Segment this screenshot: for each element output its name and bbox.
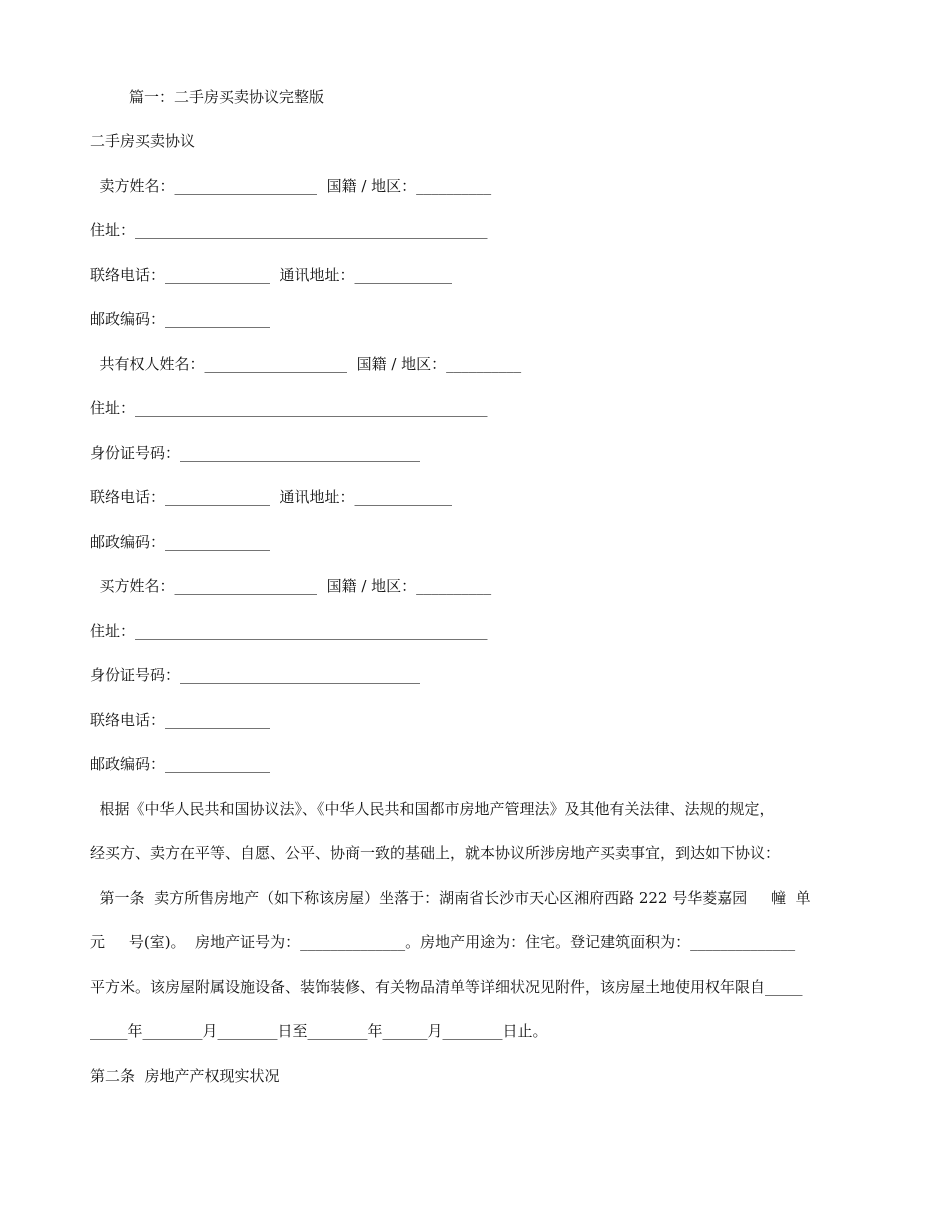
- preamble-line-1: 根据《中华人民共和国协议法》、《中华人民共和国都市房地产管理法》及其他有关法律、法规的规定，: [90, 800, 775, 818]
- seller-postcode-line: 邮政编码：______________: [90, 310, 271, 328]
- document-title: 二手房买卖协议: [90, 132, 196, 150]
- preamble-line-2: 经买方、卖方在平等、自愿、公平、协商一致的基础上，就本协议所涉房地产买卖事宜，到达如下协议：: [90, 844, 781, 862]
- buyer-id-line: 身份证号码：________________________________: [90, 666, 421, 684]
- article1-line-1: 第一条 卖方所售房地产（如下称该房屋）坐落于：湖南省长沙市天心区湘府西路 222 号华菱嘉园 幢 单: [90, 889, 811, 907]
- coowner-phone-line: 联络电话：______________ 通讯地址：_____________: [90, 488, 453, 506]
- seller-phone-line: 联络电话：______________ 通讯地址：_____________: [90, 266, 453, 284]
- seller-name-line: 卖方姓名：___________________ 国籍 / 地区：__________: [90, 177, 492, 195]
- coowner-id-line: 身份证号码：________________________________: [90, 444, 421, 462]
- coowner-address-line: 住址：_______________________________________________: [90, 399, 488, 417]
- section-heading: 篇一：二手房买卖协议完整版: [129, 88, 325, 106]
- article1-line-3: 平方米。该房屋附属设施设备、装饰装修、有关物品清单等详细状况见附件，该房屋土地使用权年限自_____: [90, 978, 803, 996]
- coowner-postcode-line: 邮政编码：______________: [90, 533, 271, 551]
- buyer-postcode-line: 邮政编码：______________: [90, 755, 271, 773]
- coowner-name-line: 共有权人姓名：___________________ 国籍 / 地区：__________: [90, 355, 522, 373]
- buyer-phone-line: 联络电话：______________: [90, 711, 271, 729]
- article1-line-2: 元 号(室)。 房地产证号为：______________。房地产用途为：住宅。登记建筑面积为：______________: [90, 933, 796, 951]
- buyer-name-line: 买方姓名：___________________ 国籍 / 地区：__________: [90, 577, 492, 595]
- article1-line-4: _____年________月________日至________年______月________日止。: [90, 1022, 548, 1040]
- article2-heading: 第二条 房地产产权现实状况: [90, 1067, 280, 1085]
- seller-address-line: 住址：_______________________________________________: [90, 221, 488, 239]
- buyer-address-line: 住址：_______________________________________________: [90, 622, 488, 640]
